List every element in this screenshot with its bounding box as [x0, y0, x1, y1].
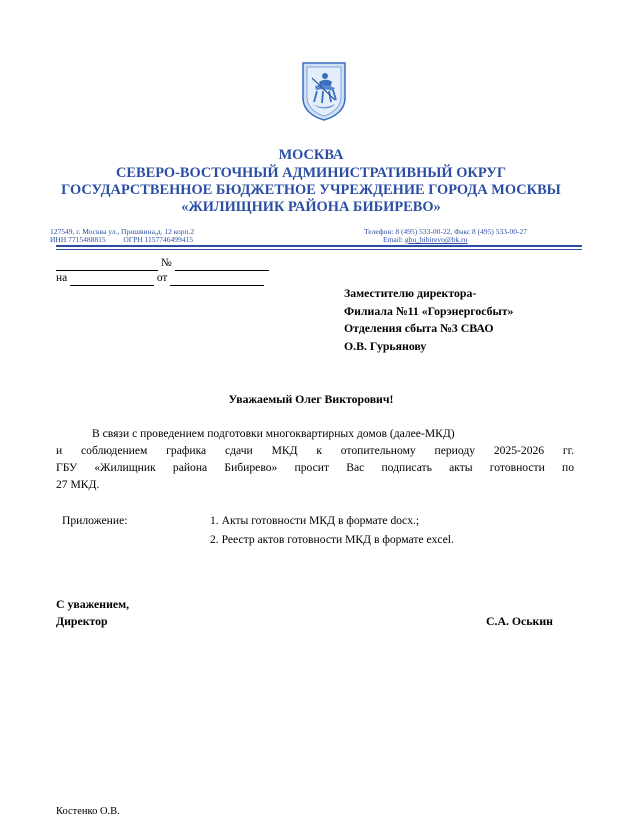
letterhead-city: МОСКВА [278, 147, 344, 163]
salutation: Уважаемый Олег Викторович! [228, 392, 394, 406]
closing-position: Директор [56, 614, 108, 628]
email-label: Email: [383, 235, 403, 244]
attachment-item: 1. Акты готовности МКД в формате docx.; [210, 514, 420, 527]
letterhead-ogrn: ОГРН 1157746499415 [123, 235, 194, 244]
letterhead-inn: ИНН 7715488815 [50, 235, 106, 244]
letterhead-address: 127549, г. Москва ул., Пришвина,д. 12 корп.2 [50, 227, 195, 236]
addressee-line: Отделения сбыта №3 СВАО [344, 321, 494, 335]
letterhead-district: СЕВЕРО-ВОСТОЧНЫЙ АДМИНИСТРАТИВНЫЙ ОКРУГ [116, 165, 506, 181]
addressee-block [344, 285, 513, 355]
body-paragraph-line: В связи с проведением подготовки многоквартирных домов (далее-МКД) [92, 427, 455, 440]
from-label: от [156, 272, 168, 284]
moscow-coat-of-arms-icon [299, 60, 349, 122]
addressee-line: О.В. Гурьянову [344, 338, 427, 353]
letterhead-email-line [383, 235, 467, 244]
body-paragraph-line: ГБУ «Жилищник района Бибирево» просит Вас подписать акты готовности по [56, 461, 574, 474]
registration-date-line [56, 271, 264, 286]
date-prefix: на [56, 272, 68, 284]
email-link[interactable]: gbu_bibirevo@bk.ru [404, 235, 468, 244]
letterhead-divider [56, 245, 582, 247]
attachment-item: 2. Реестр актов готовности МКД в формате excel. [210, 533, 454, 546]
closing-signatory: С.А. Оськин [486, 614, 553, 628]
letterhead-registration-codes [50, 235, 193, 244]
letterhead-divider-thin [56, 249, 582, 250]
addressee-line: Филиала №11 «Горэнергосбыт» [344, 303, 514, 318]
closing-regards: С уважением, [56, 597, 130, 611]
letterhead-organization: «ЖИЛИЩНИК РАЙОНА БИБИРЕВО» [181, 199, 441, 215]
body-paragraph-line: и соблюдением графика сдачи МКД к отопительному периоду 2025-2026 гг. [56, 444, 574, 457]
attachments-label: Приложение: [62, 514, 128, 527]
letterhead-phone: Телефон: 8 (495) 533-00-22, Факс 8 (495) 533-00-27 [364, 227, 528, 236]
executor-name: Костенко О.В. [56, 806, 120, 817]
letterhead-institution: ГОСУДАРСТВЕННОЕ БЮДЖЕТНОЕ УЧРЕЖДЕНИЕ ГОРОДА МОСКВЫ [61, 182, 561, 198]
number-sign: № [160, 257, 172, 269]
body-paragraph-line: 27 МКД. [56, 478, 100, 491]
registration-number-line [56, 256, 269, 271]
addressee-line: Заместителю директора- [344, 286, 477, 300]
